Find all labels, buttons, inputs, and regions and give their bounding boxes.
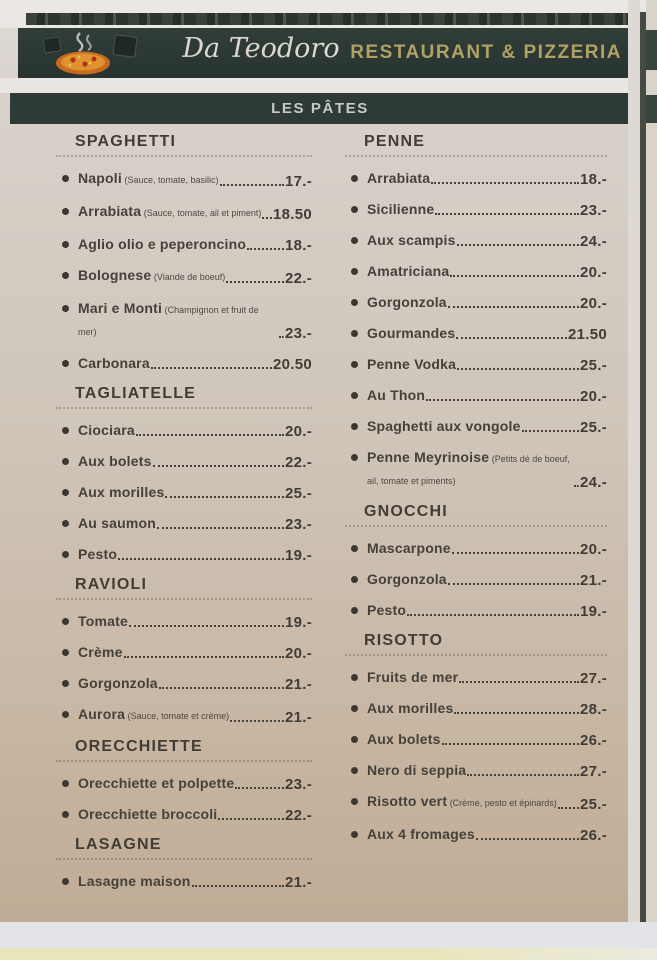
dot-leader [457,368,579,370]
bullet-icon [62,520,69,527]
item-name: Orecchiette broccoli [78,806,218,822]
item-price: 24.- [579,233,607,250]
category-title: LES PÂTES [271,100,369,117]
bottom-white-strip [0,922,657,948]
page-edge-margin [646,0,657,960]
section-underline [56,858,312,860]
dot-leader [574,485,579,487]
bullet-icon [351,206,358,213]
menu-item [56,201,312,223]
item-name: Spaghetti aux vongole [367,418,521,434]
bullet-icon [62,680,69,687]
item-price: 18.- [579,171,607,188]
item-detail: (Champignon et fruit de mer) [78,305,259,337]
menu-item [56,611,312,631]
item-name: Nero di seppia [367,762,467,778]
dot-leader [192,885,284,887]
menu-section [56,726,312,824]
item-price: 22.- [284,454,312,471]
item-name: Gourmandes [367,325,456,341]
item-price: 21.- [284,709,312,726]
section-title: RISOTTO [364,632,444,649]
item-name: Sicilienne [367,201,435,217]
item-price: 23.- [284,516,312,533]
item-name: Arrabiata (Sauce, tomate, ail et piment) [78,203,262,219]
item-price: 20.- [284,645,312,662]
bullet-icon [351,175,358,182]
item-name: Crème [78,644,123,660]
menu-item [56,513,312,533]
bullet-icon [351,767,358,774]
item-name: Pesto [367,602,407,618]
dot-leader [124,656,284,658]
menu-item [345,168,607,188]
bullet-icon [351,268,358,275]
menu-item [56,673,312,693]
category-banner [10,93,630,124]
dot-leader [442,743,579,745]
bullet-icon [351,237,358,244]
dot-leader [159,687,284,689]
menu-section [345,491,607,620]
menu-item [56,234,312,254]
menu-item [345,791,607,813]
menu-item [345,760,607,780]
bullet-icon [62,878,69,885]
item-price: 24.- [579,474,607,491]
item-detail: (Viande de boeuf) [151,272,226,282]
menu-section [345,620,607,844]
item-name: Aux bolets [78,453,152,469]
item-price: 23.- [579,202,607,219]
dot-leader [522,430,579,432]
dot-leader [558,807,579,809]
item-detail: (Petits dé de boeuf, ail, tomate et piments) [367,454,570,486]
item-price: 20.- [579,541,607,558]
menu-body [0,131,628,891]
item-price: 23.- [284,776,312,793]
dot-leader [448,583,579,585]
item-name: Aux bolets [367,731,441,747]
item-price: 27.- [579,670,607,687]
menu-item [345,354,607,374]
item-price: 21.- [284,676,312,693]
item-price: 20.50 [272,356,312,373]
menu-item [56,482,312,502]
bullet-icon [62,458,69,465]
item-name: Aurora (Sauce, tomate et crème) [78,706,230,722]
bullet-icon [351,705,358,712]
menu-item [345,698,607,718]
dot-leader [247,248,284,250]
bullet-icon [351,831,358,838]
item-price: 18.- [284,237,312,254]
bullet-icon [351,330,358,337]
item-name: Gorgonzola [78,675,158,691]
bullet-icon [351,392,358,399]
header-band [18,28,630,78]
bullet-icon [62,427,69,434]
bullet-icon [351,576,358,583]
item-name: Mascarpone [367,540,451,556]
bullet-icon [62,360,69,367]
item-name: Ciociara [78,422,135,438]
item-name: Au Thon [367,387,426,403]
bullet-icon [351,798,358,805]
menu-item [345,447,607,491]
bullet-icon [351,736,358,743]
item-price: 19.- [284,614,312,631]
item-name: Orecchiette et polpette [78,775,235,791]
menu-section [56,131,312,373]
item-price: 18.50 [272,206,312,223]
menu-item [345,416,607,436]
dot-leader [218,818,284,820]
dot-leader [435,213,579,215]
item-price: 25.- [284,485,312,502]
section-underline [345,525,607,527]
menu-item [345,824,607,844]
menu-item [56,871,312,891]
item-name: Bolognese (Viande de boeuf) [78,267,226,283]
top-ornament-strip [26,13,643,25]
item-name: Penne Vodka [367,356,457,372]
item-price: 21.50 [567,326,607,343]
item-price: 25.- [579,419,607,436]
menu-section [56,564,312,726]
menu-section [56,373,312,564]
menu-item [56,265,312,287]
menu-item [345,600,607,620]
dot-leader [456,337,567,339]
item-price: 21.- [579,572,607,589]
section-underline [56,155,312,157]
item-price: 25.- [579,796,607,813]
item-name: Risotto vert (Crème, pesto et épinards) [367,793,557,809]
item-price: 19.- [284,547,312,564]
dot-leader [454,712,579,714]
menu-column-left [56,131,312,891]
bullet-icon [62,618,69,625]
bullet-icon [62,649,69,656]
item-name: Aux morilles [367,700,454,716]
menu-item [56,773,312,793]
bullet-icon [62,551,69,558]
bullet-icon [351,545,358,552]
item-price: 22.- [284,807,312,824]
menu-section [345,131,607,491]
dot-leader [153,465,284,467]
bullet-icon [62,811,69,818]
item-name: Aux scampis [367,232,456,248]
menu-item [56,298,312,342]
item-name: Pesto [78,546,118,562]
dot-leader [448,306,579,308]
menu-item [345,385,607,405]
section-title: SPAGHETTI [75,133,177,150]
menu-item [56,451,312,471]
item-detail: (Crème, pesto et épinards) [447,798,557,808]
brand-tagline: RESTAURANT & PIZZERIA [350,42,622,63]
menu-item [345,230,607,250]
bullet-icon [351,361,358,368]
dot-leader [459,681,579,683]
item-name: Gorgonzola [367,571,447,587]
item-name: Au saumon [78,515,157,531]
dot-leader [262,217,272,219]
menu-item [345,292,607,312]
item-price: 26.- [579,827,607,844]
edge-band-stub-banner [646,95,657,123]
menu-column-right [345,131,607,891]
item-name: Napoli (Sauce, tomate, basilic) [78,170,219,186]
dot-leader [407,614,579,616]
item-name: Aglio olio e peperoncino [78,236,247,252]
menu-item [56,642,312,662]
bullet-icon [62,241,69,248]
menu-item [345,199,607,219]
item-name: Carbonara [78,355,150,371]
item-name: Aux 4 fromages [367,826,475,842]
item-name: Penne Meyrinoise (Petits dé de boeuf, ail, tomate et piments) [367,449,570,486]
menu-item [56,168,312,190]
edge-band-stub-top [646,30,657,70]
bullet-icon [62,780,69,787]
item-detail: (Sauce, tomate, basilic) [121,175,219,185]
bullet-icon [62,711,69,718]
bullet-icon [351,674,358,681]
bullet-icon [62,489,69,496]
section-underline [345,654,607,656]
item-price: 28.- [579,701,607,718]
menu-item [345,323,607,343]
section-title: LASAGNE [75,836,162,853]
page-edge-gap [628,0,640,932]
dot-leader [165,496,284,498]
item-price: 26.- [579,732,607,749]
section-title: GNOCCHI [364,503,448,520]
section-title: RAVIOLI [75,576,148,593]
dot-leader [476,838,579,840]
item-detail: (Sauce, tomate, ail et piment) [141,208,262,218]
item-price: 19.- [579,603,607,620]
item-name: Tomate [78,613,128,629]
menu-item [56,353,312,373]
section-underline [56,598,312,600]
item-name: Mari e Monti (Champignon et fruit de mer) [78,300,259,337]
section-title: ORECCHIETTE [75,738,203,755]
dot-leader [426,399,579,401]
item-name: Aux morilles [78,484,165,500]
item-price: 25.- [579,357,607,374]
item-name: Amatriciana [367,263,450,279]
dot-leader [452,552,579,554]
dot-leader [226,281,284,283]
brand-name: Da Teodoro [182,33,340,64]
bullet-icon [62,208,69,215]
menu-item [345,569,607,589]
bullet-icon [351,299,358,306]
item-name: Arrabiata [367,170,431,186]
item-price: 17.- [284,173,312,190]
item-name: Lasagne maison [78,873,191,889]
dot-leader [450,275,579,277]
item-price: 20.- [579,264,607,281]
item-price: 27.- [579,763,607,780]
bullet-icon [62,175,69,182]
item-price: 20.- [284,423,312,440]
section-underline [56,407,312,409]
dot-leader [467,774,579,776]
dot-leader [157,527,284,529]
bullet-icon [351,454,358,461]
dot-leader [151,367,272,369]
menu-item [345,667,607,687]
band-gap-strip [0,78,657,93]
dot-leader [129,625,284,627]
dot-leader [279,336,284,338]
bullet-icon [62,272,69,279]
bullet-icon [62,305,69,312]
dot-leader [230,720,284,722]
menu-item [345,261,607,281]
dot-leader [220,184,284,186]
bottom-yellow-strip [0,948,657,960]
item-price: 21.- [284,874,312,891]
menu-item [56,704,312,726]
item-price: 22.- [284,270,312,287]
item-price: 20.- [579,388,607,405]
section-underline [345,155,607,157]
item-price: 20.- [579,295,607,312]
bullet-icon [351,423,358,430]
item-price: 23.- [284,325,312,342]
bullet-icon [351,607,358,614]
item-name: Fruits de mer [367,669,459,685]
section-title: TAGLIATELLE [75,385,197,402]
menu-item [56,544,312,564]
item-detail: (Sauce, tomate et crème) [125,711,230,721]
menu-item [56,804,312,824]
dot-leader [431,182,579,184]
menu-section [56,824,312,891]
item-name: Gorgonzola [367,294,447,310]
pizza-logo-icon [42,30,162,77]
menu-item [56,420,312,440]
section-title: PENNE [364,133,426,150]
dot-leader [118,558,284,560]
section-underline [56,760,312,762]
dot-leader [235,787,284,789]
menu-item [345,538,607,558]
dot-leader [136,434,284,436]
dot-leader [457,244,579,246]
menu-item [345,729,607,749]
